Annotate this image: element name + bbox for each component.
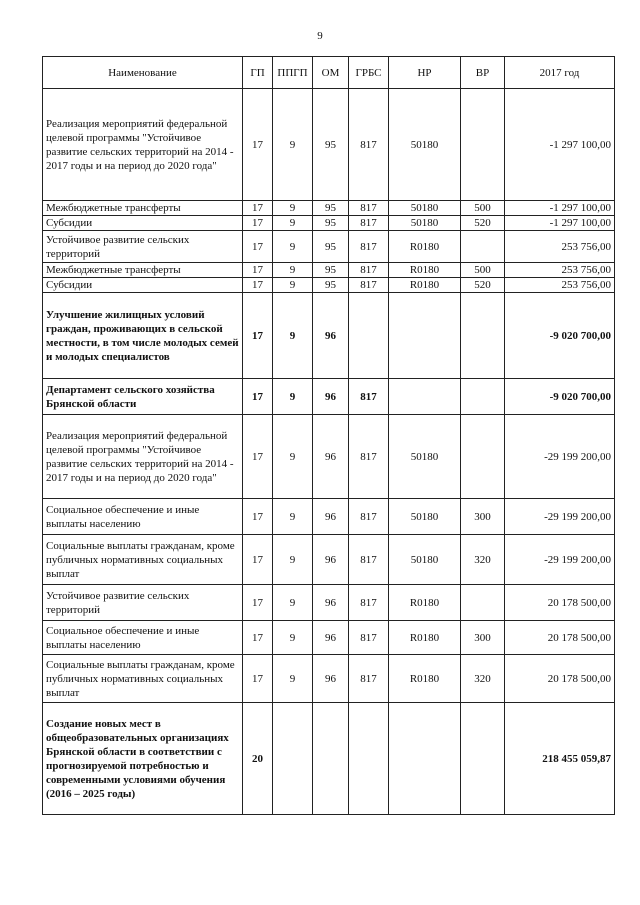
table-row [43,379,615,415]
row-gp: 20 [243,703,273,815]
row-ppgp: 9 [273,379,313,415]
row-grbs: 817 [349,216,389,231]
row-nr: R0180 [389,263,461,278]
row-grbs: 817 [349,621,389,655]
row-gp: 17 [243,621,273,655]
header-name: Наименование [43,57,243,89]
row-ppgp [273,703,313,815]
row-amount: 253 756,00 [505,278,615,293]
row-grbs: 817 [349,499,389,535]
row-gp: 17 [243,216,273,231]
row-vr: 520 [461,216,505,231]
row-grbs: 817 [349,379,389,415]
row-amount: -9 020 700,00 [505,379,615,415]
row-grbs: 817 [349,655,389,703]
row-grbs: 817 [349,263,389,278]
row-vr [461,379,505,415]
header-row [43,57,615,89]
row-ppgp: 9 [273,293,313,379]
row-gp: 17 [243,201,273,216]
row-grbs [349,293,389,379]
row-nr: 50180 [389,216,461,231]
row-om: 95 [313,89,349,201]
row-grbs: 817 [349,278,389,293]
table-row [43,278,615,293]
row-name: Департамент сельского хозяйства Брянской области [43,379,243,415]
row-nr [389,293,461,379]
row-om: 96 [313,293,349,379]
header-grbs: ГРБС [349,57,389,89]
header-gp: ГП [243,57,273,89]
row-ppgp: 9 [273,535,313,585]
row-vr [461,415,505,499]
table-row [43,535,615,585]
row-amount: 20 178 500,00 [505,655,615,703]
row-gp: 17 [243,499,273,535]
table-row [43,415,615,499]
table-row [43,655,615,703]
row-name: Улучшение жилищных условий граждан, проживающих в сельской местности, в том числе молодых семей и молодых специалистов [43,293,243,379]
header-om: ОМ [313,57,349,89]
row-name: Социальное обеспечение и иные выплаты населению [43,499,243,535]
row-om: 96 [313,379,349,415]
row-vr: 500 [461,263,505,278]
row-amount: 253 756,00 [505,263,615,278]
row-nr: 50180 [389,89,461,201]
row-amount: -29 199 200,00 [505,535,615,585]
row-om: 96 [313,499,349,535]
row-amount: -9 020 700,00 [505,293,615,379]
row-om: 96 [313,585,349,621]
page-number: 9 [317,30,323,42]
row-om: 95 [313,201,349,216]
row-nr: R0180 [389,585,461,621]
row-nr: R0180 [389,231,461,263]
row-ppgp: 9 [273,263,313,278]
row-vr: 320 [461,655,505,703]
row-grbs: 817 [349,201,389,216]
table-row [43,231,615,263]
row-vr [461,89,505,201]
row-grbs: 817 [349,535,389,585]
row-grbs: 817 [349,231,389,263]
row-vr [461,231,505,263]
row-name: Реализация мероприятий федеральной целевой программы "Устойчивое развитие сельских территорий на 2014 - 2017 годы и на период до 2020 года" [43,415,243,499]
row-grbs: 817 [349,89,389,201]
row-om: 96 [313,655,349,703]
table-row [43,703,615,815]
row-name: Социальные выплаты гражданам, кроме публичных нормативных социальных выплат [43,655,243,703]
row-om: 95 [313,216,349,231]
row-vr: 500 [461,201,505,216]
row-name: Реализация мероприятий федеральной целевой программы "Устойчивое развитие сельских территорий на 2014 - 2017 годы и на период до 2020 года" [43,89,243,201]
table-row [43,89,615,201]
row-om: 96 [313,535,349,585]
table-row [43,201,615,216]
row-grbs [349,703,389,815]
row-name: Создание новых мест в общеобразовательных организациях Брянской области в соответствии с прогнозируемой потребностью и современными условиями обучения (2016 – 2025 годы) [43,703,243,815]
row-amount: -29 199 200,00 [505,499,615,535]
row-vr: 320 [461,535,505,585]
header-year: 2017 год [505,57,615,89]
header-ppgp: ППГП [273,57,313,89]
row-gp: 17 [243,655,273,703]
row-grbs: 817 [349,415,389,499]
row-gp: 17 [243,379,273,415]
row-ppgp: 9 [273,278,313,293]
row-ppgp: 9 [273,621,313,655]
row-name: Межбюджетные трансферты [43,201,243,216]
table-row [43,216,615,231]
row-amount: -1 297 100,00 [505,216,615,231]
row-ppgp: 9 [273,415,313,499]
row-grbs: 817 [349,585,389,621]
row-name: Социальные выплаты гражданам, кроме публичных нормативных социальных выплат [43,535,243,585]
row-nr [389,379,461,415]
budget-table [42,56,615,815]
row-name: Межбюджетные трансферты [43,263,243,278]
table-row [43,499,615,535]
row-om: 95 [313,263,349,278]
table-row [43,263,615,278]
row-ppgp: 9 [273,216,313,231]
table-row [43,585,615,621]
row-amount: 218 455 059,87 [505,703,615,815]
row-gp: 17 [243,535,273,585]
row-gp: 17 [243,231,273,263]
row-om [313,703,349,815]
row-nr: 50180 [389,415,461,499]
row-nr: 50180 [389,201,461,216]
table-row [43,293,615,379]
table-row [43,621,615,655]
row-ppgp: 9 [273,89,313,201]
row-ppgp: 9 [273,231,313,263]
row-nr: R0180 [389,621,461,655]
row-ppgp: 9 [273,585,313,621]
row-gp: 17 [243,293,273,379]
row-name: Устойчивое развитие сельских территорий [43,585,243,621]
row-name: Устойчивое развитие сельских территорий [43,231,243,263]
row-name: Субсидии [43,278,243,293]
row-gp: 17 [243,263,273,278]
row-ppgp: 9 [273,499,313,535]
row-gp: 17 [243,278,273,293]
row-om: 96 [313,621,349,655]
row-vr [461,293,505,379]
row-gp: 17 [243,585,273,621]
row-amount: -1 297 100,00 [505,89,615,201]
row-om: 95 [313,278,349,293]
row-nr: 50180 [389,535,461,585]
row-vr [461,585,505,621]
row-vr: 300 [461,621,505,655]
row-amount: 253 756,00 [505,231,615,263]
row-amount: 20 178 500,00 [505,585,615,621]
row-nr: 50180 [389,499,461,535]
row-om: 96 [313,415,349,499]
row-vr [461,703,505,815]
row-nr: R0180 [389,278,461,293]
row-amount: 20 178 500,00 [505,621,615,655]
row-ppgp: 9 [273,655,313,703]
row-om: 95 [313,231,349,263]
row-name: Субсидии [43,216,243,231]
row-gp: 17 [243,415,273,499]
row-amount: -29 199 200,00 [505,415,615,499]
row-nr: R0180 [389,655,461,703]
row-gp: 17 [243,89,273,201]
header-nr: НР [389,57,461,89]
row-amount: -1 297 100,00 [505,201,615,216]
row-ppgp: 9 [273,201,313,216]
row-nr [389,703,461,815]
header-vr: ВР [461,57,505,89]
row-vr: 300 [461,499,505,535]
row-name: Социальное обеспечение и иные выплаты населению [43,621,243,655]
row-vr: 520 [461,278,505,293]
